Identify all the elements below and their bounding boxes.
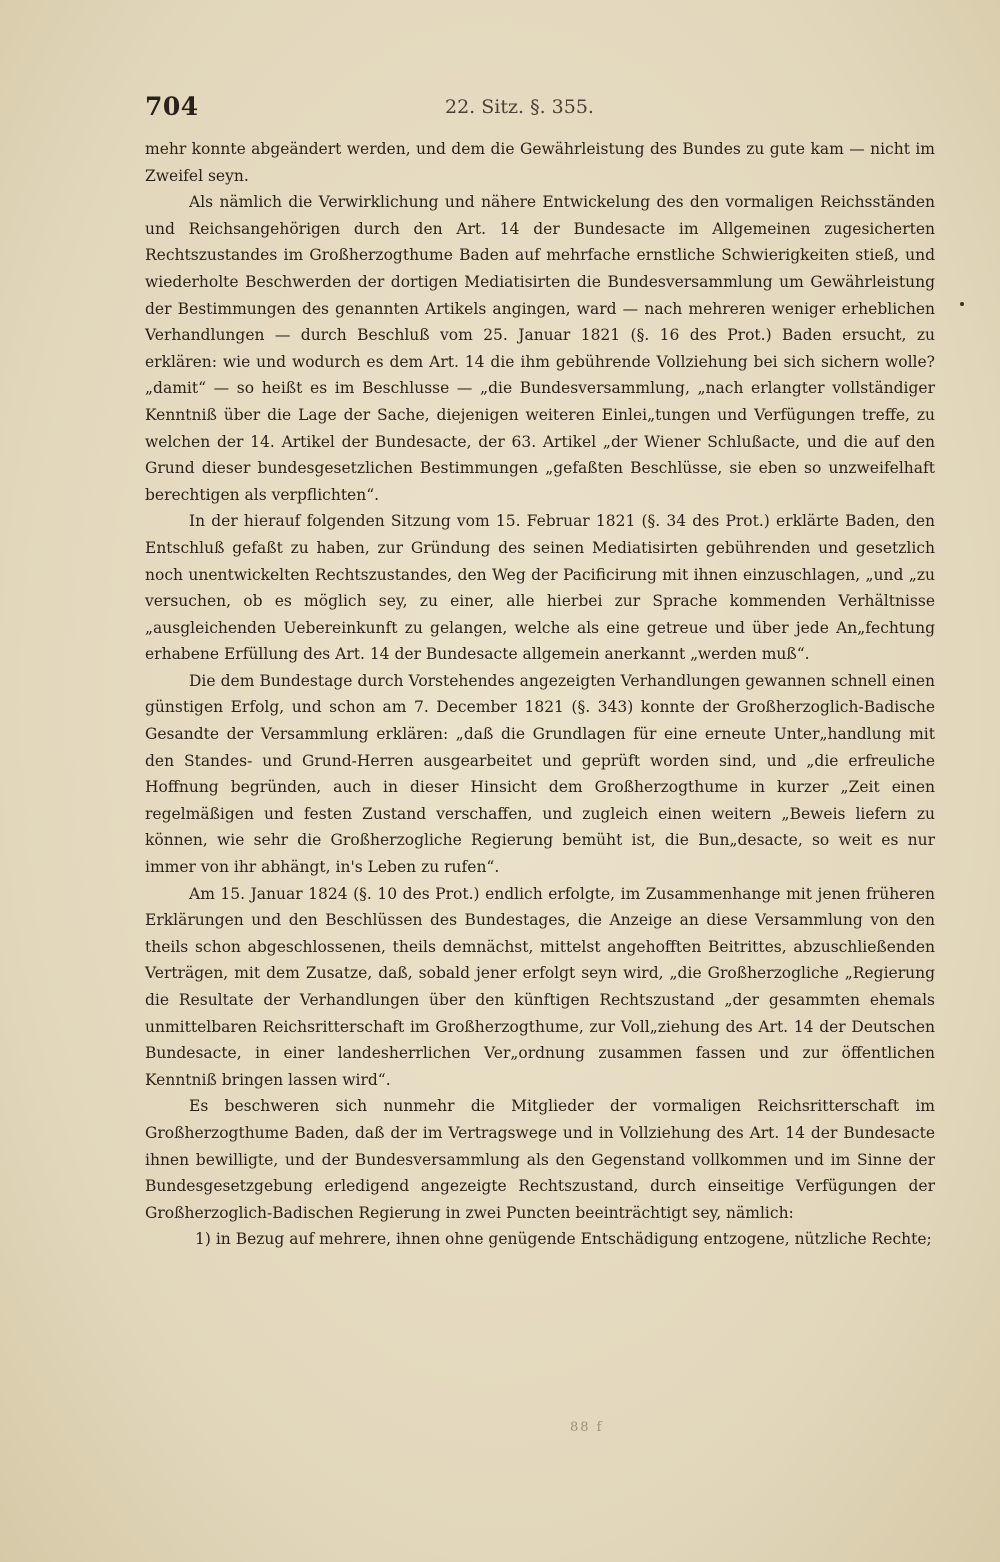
margin-mark (960, 302, 964, 306)
paragraph: Die dem Bundestage durch Vorstehendes angezeigten Verhandlungen gewannen schnell einen günstigen Erfolg, und schon am 7. December 1821 (§. 343) konnte der Großherzoglich-Badische Gesandte der Versammlung erklären: „daß die Grundlagen für eine erneute Unter„handlung mit den Standes- und Grund-Herren ausgearbeitet und geprüft worden sind, und „die erfreuliche Hoffnung begründen, auch in dieser Hinsicht dem Großherzogthume in kurzer „Zeit einen regelmäßigen und festen Zustand verschaffen, und zugleich einen weitern „Beweis liefern zu können, wie sehr die Großherzogliche Regierung bemüht ist, die Bun„desacte, so weit es nur immer von ihr abhängt, in's Leben zu rufen“. (145, 671, 935, 877)
paragraph: Am 15. Januar 1824 (§. 10 des Prot.) endlich erfolgte, im Zusammenhange mit jenen früheren Erklärungen und den Beschlüssen des Bundestages, die Anzeige an diese Versammlung von den theils schon abgeschlossenen, theils demnächst, mittelst angehofften Beitrittes, abzuschließenden Verträgen, mit dem Zusatze, daß, sobald jener erfolgt seyn wird, „die Großherzogliche „Regierung die Resultate der Verhandlungen über den künftigen Rechtszustand „der gesammten ehemals unmittelbaren Reichsritterschaft im Großherzogthume, zur Voll„ziehung des Art. 14 der Deutschen Bundesacte, in einer landesherrlichen Ver„ordnung zusammen fassen und zur öffentlichen Kenntniß bringen lassen wird“. (145, 884, 935, 1089)
paragraph-continuation: mehr konnte abgeändert werden, und dem die Gewährleistung des Bundes zu gute kam — nicht im Zweifel seyn. (145, 140, 935, 185)
signature-mark: 88 f (570, 1420, 604, 1435)
running-head: 22. Sitz. §. 355. (445, 96, 594, 118)
list-item: 1) in Bezug auf mehrere, ihnen ohne genügende Entschädigung entzogene, nützliche Rechte; (195, 1230, 932, 1249)
body-text (145, 136, 935, 1253)
paragraph: In der hierauf folgenden Sitzung vom 15. Februar 1821 (§. 34 des Prot.) erklärte Baden, den Entschluß gefaßt zu haben, zur Gründung des seinen Mediatisirten gebührenden und gesetzlich noch unentwickelten Rechtszustandes, den Weg der Pacificirung mit ihnen einzuschlagen, „und „zu versuchen, ob es möglich sey, zu einer, alle hierbei zur Sprache kommenden Verhältnisse „ausgleichenden Uebereinkunft zu gelangen, welche als eine getreue und über jede An„fechtung erhabene Erfüllung des Art. 14 der Bundesacte allgemein anerkannt „werden muß“. (145, 512, 935, 664)
paragraph: Es beschweren sich nunmehr die Mitglieder der vormaligen Reichsritterschaft im Großherzogthume Baden, daß der im Vertragswege und in Vollziehung des Art. 14 der Bundesacte ihnen bewilligte, und der Bundesversammlung als den Gegenstand vollkommen und im Sinne der Bundesgesetzgebung erledigend angezeigte Rechtszustand, durch einseitige Verfügungen der Großherzoglich-Badischen Regierung in zwei Puncten beeinträchtigt sey, nämlich: (145, 1097, 935, 1222)
page-number: 704 (145, 92, 199, 121)
paragraph: Als nämlich die Verwirklichung und nähere Entwickelung des den vormaligen Reichsständen und Reichsangehörigen durch den Art. 14 der Bundesacte im Allgemeinen zugesicherten Rechtszustandes im Großherzogthume Baden auf mehrfache ernstliche Schwierigkeiten stieß, und wiederholte Beschwerden der dortigen Mediatisirten die Bundesversammlung um Gewährleistung der Bestimmungen des genannten Artikels angingen, ward — nach mehreren weniger erheblichen Verhandlungen — durch Beschluß vom 25. Januar 1821 (§. 16 des Prot.) Baden ersucht, zu erklären: wie und wodurch es dem Art. 14 die ihm gebührende Vollziehung bei sich sichern wolle? „damit“ — so heißt es im Beschlusse — „die Bundesversammlung, „nach erlangter vollständiger Kenntniß über die Lage der Sache, diejenigen weiteren Einlei„tungen und Verfügungen treffe, zu welchen der 14. Artikel der Bundesacte, der 63. Artikel „der Wiener Schlußacte, und die auf den Grund dieser bundesgesetzlichen Bestimmungen „gefaßten Beschlüsse, sie eben so unzweifelhaft berechtigen als verpflichten“. (145, 193, 935, 504)
page-header (145, 92, 935, 132)
